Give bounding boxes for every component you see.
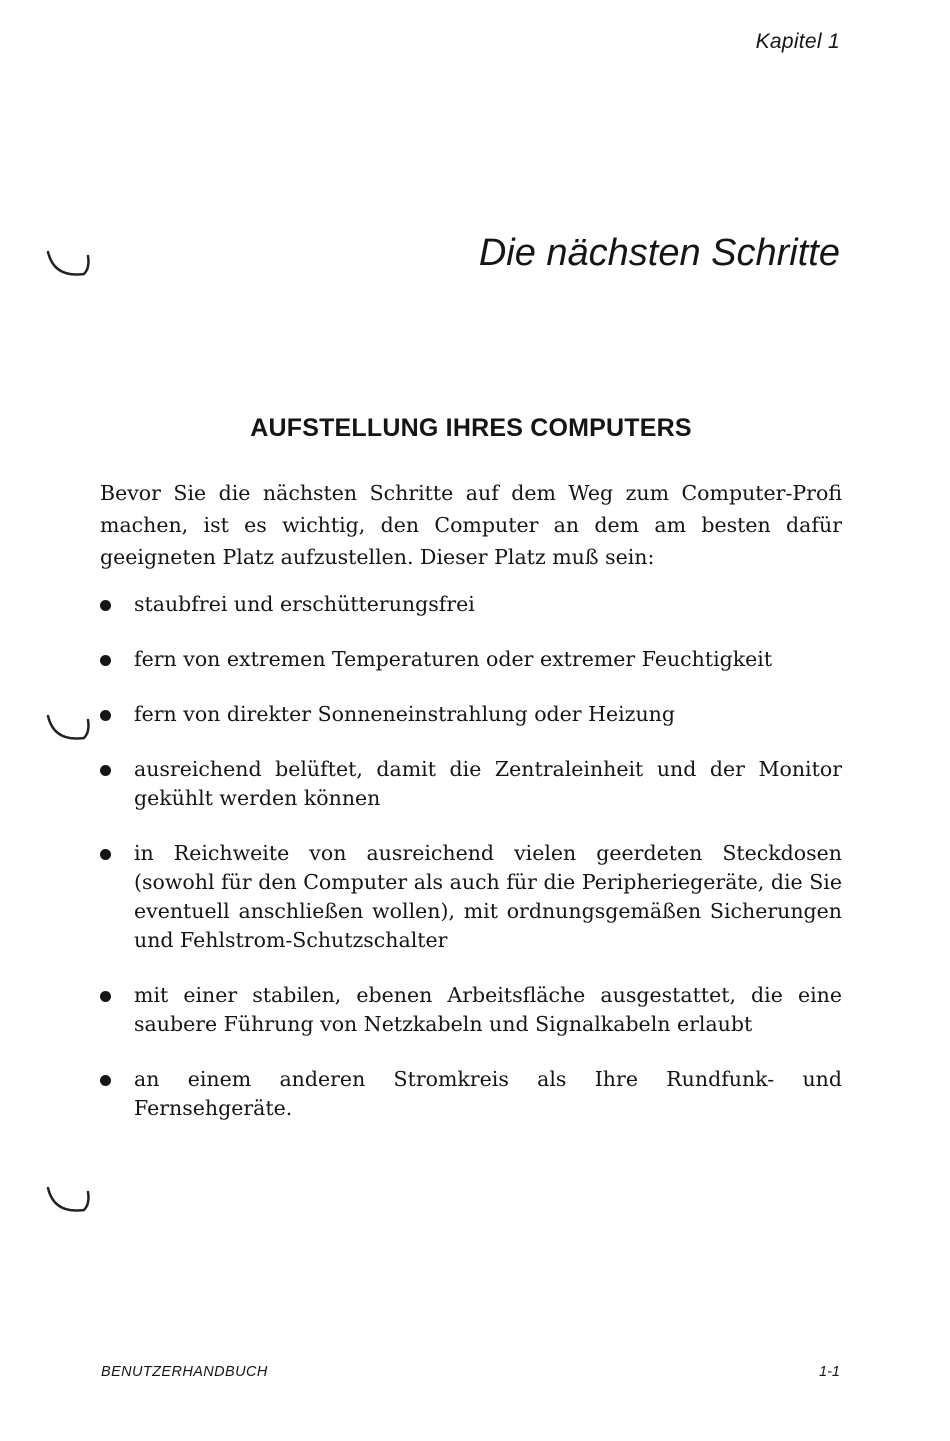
section-heading: AUFSTELLUNG IHRES COMPUTERS (250, 414, 692, 442)
bullet-icon (100, 765, 111, 776)
list-item (100, 1065, 842, 1123)
bullet-icon (100, 655, 111, 666)
list-item (100, 981, 842, 1039)
footer-page-number: 1-1 (819, 1364, 840, 1380)
list-item-text: mit einer stabilen, ebenen Arbeitsfläche ausgestattet, die eine saubere Führung von Netzkabeln und Signalkabeln erlaubt (134, 983, 842, 1036)
list-item-text: in Reichweite von ausreichend vielen geerdeten Steckdosen (sowohl für den Computer als auch für die Peripheriegeräte, die Sie eventuell anschließen wollen), mit ordnungsgemäßen Sicherungen und Fehlstrom-Schutzschalter (134, 841, 842, 952)
intro-paragraph: Bevor Sie die nächsten Schritte auf dem Weg zum Computer-Profi machen, ist es wichtig, den Computer an dem am besten dafür geeigneten Platz aufzustellen. Dieser Platz muß sein: (100, 481, 842, 569)
list-item (100, 645, 842, 674)
list-item-text: ausreichend belüftet, damit die Zentraleinheit und der Monitor gekühlt werden können (134, 757, 842, 810)
requirements-list (100, 590, 842, 1149)
list-item-text: fern von direkter Sonneneinstrahlung oder Heizung (134, 702, 676, 726)
list-item (100, 839, 842, 955)
list-item-text: an einem anderen Stromkreis als Ihre Rundfunk- und Fernsehgeräte. (134, 1067, 842, 1120)
binder-hole-icon (44, 1184, 90, 1218)
footer-manual-title: BENUTZERHANDBUCH (101, 1364, 268, 1380)
list-item (100, 755, 842, 813)
list-item-text: staubfrei und erschütterungsfrei (134, 592, 475, 616)
bullet-icon (100, 849, 111, 860)
binder-hole-icon (44, 712, 90, 746)
running-head: Kapitel 1 (755, 30, 840, 53)
binder-hole-icon (44, 248, 90, 282)
list-item (100, 700, 842, 729)
chapter-title: Die nächsten Schritte (478, 232, 840, 274)
list-item (100, 590, 842, 619)
bullet-icon (100, 991, 111, 1002)
bullet-icon (100, 600, 111, 611)
bullet-icon (100, 1075, 111, 1086)
list-item-text: fern von extremen Temperaturen oder extremer Feuchtigkeit (134, 647, 773, 671)
bullet-icon (100, 710, 111, 721)
